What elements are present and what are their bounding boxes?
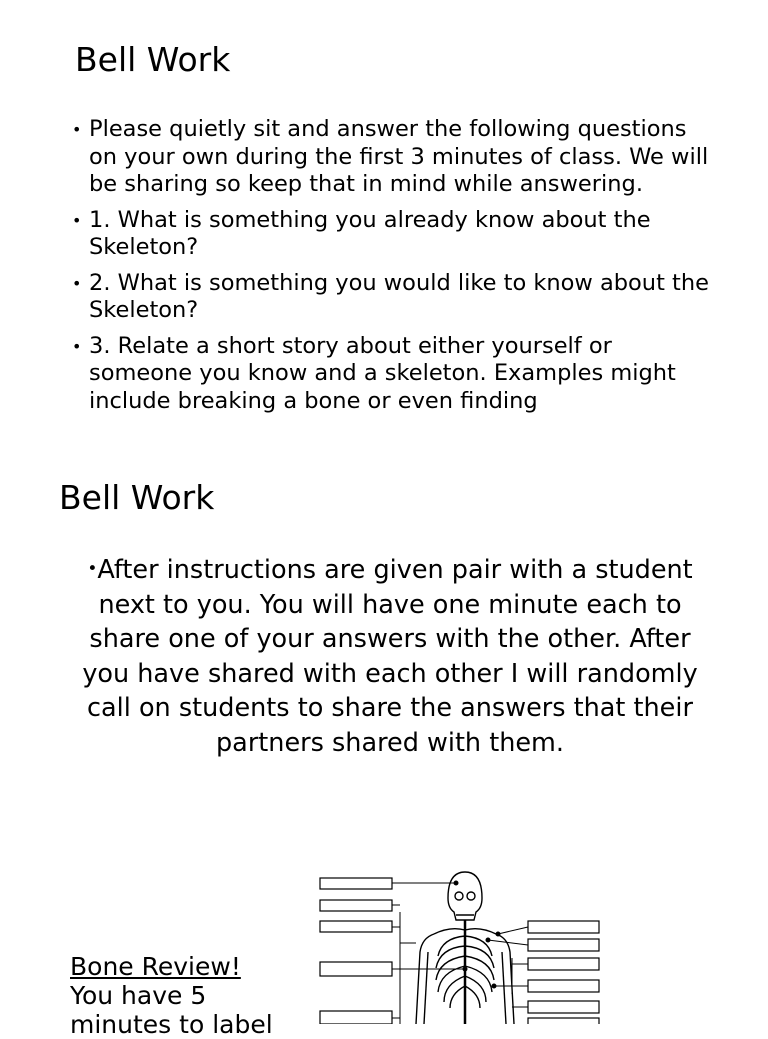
- label-box: [528, 958, 599, 970]
- bone-review-heading: Bone Review!: [70, 952, 241, 981]
- label-box: [320, 921, 392, 932]
- bone-review-text: You have 5 minutes to label: [70, 981, 273, 1039]
- bullet-icon: •: [72, 120, 82, 139]
- slide-2-title: Bell Work: [59, 478, 215, 517]
- bullet-icon: •: [72, 336, 82, 356]
- label-box: [528, 980, 599, 992]
- bullet-item: [72, 116, 712, 199]
- label-box: [320, 878, 392, 889]
- label-box: [528, 921, 599, 933]
- slide-2-paragraph-text: After instructions are given pair with a student next to you. You will have one minute each to share one of your answers with the other. After you have shared with each other I will randomly call on students to share the answers that their partners shared with them.: [82, 555, 698, 758]
- slide-1-bullet-list: [72, 116, 712, 423]
- bullet-icon: •: [72, 273, 82, 293]
- bullet-icon: •: [87, 559, 98, 579]
- bullet-text: 3. Relate a short story about either yourself or someone you know and a skeleton. Examples might include breaking a bone or even finding: [89, 332, 676, 414]
- label-box: [320, 900, 392, 911]
- label-box: [528, 1001, 599, 1013]
- bullet-item: [72, 207, 712, 262]
- skeleton-diagram-icon: [316, 868, 628, 1024]
- bone-review-block: [70, 952, 310, 1039]
- slide-2-paragraph: [70, 553, 710, 761]
- bullet-icon: •: [72, 210, 82, 230]
- bullet-text: 1. What is something you already know about the Skeleton?: [89, 206, 651, 260]
- bullet-item: [72, 270, 712, 325]
- bullet-text: Please quietly sit and answer the following questions on your own during the first 3 minutes of class. We will be sharing so keep that in mind while answering.: [89, 116, 709, 197]
- bullet-text: 2. What is something you would like to know about the Skeleton?: [89, 269, 709, 323]
- slide-1-title: Bell Work: [75, 40, 231, 79]
- label-box: [528, 939, 599, 951]
- label-box: [320, 962, 392, 976]
- label-box: [528, 1018, 599, 1024]
- slide-1: [0, 0, 768, 432]
- label-box: [320, 1011, 392, 1024]
- bullet-item: [72, 333, 712, 416]
